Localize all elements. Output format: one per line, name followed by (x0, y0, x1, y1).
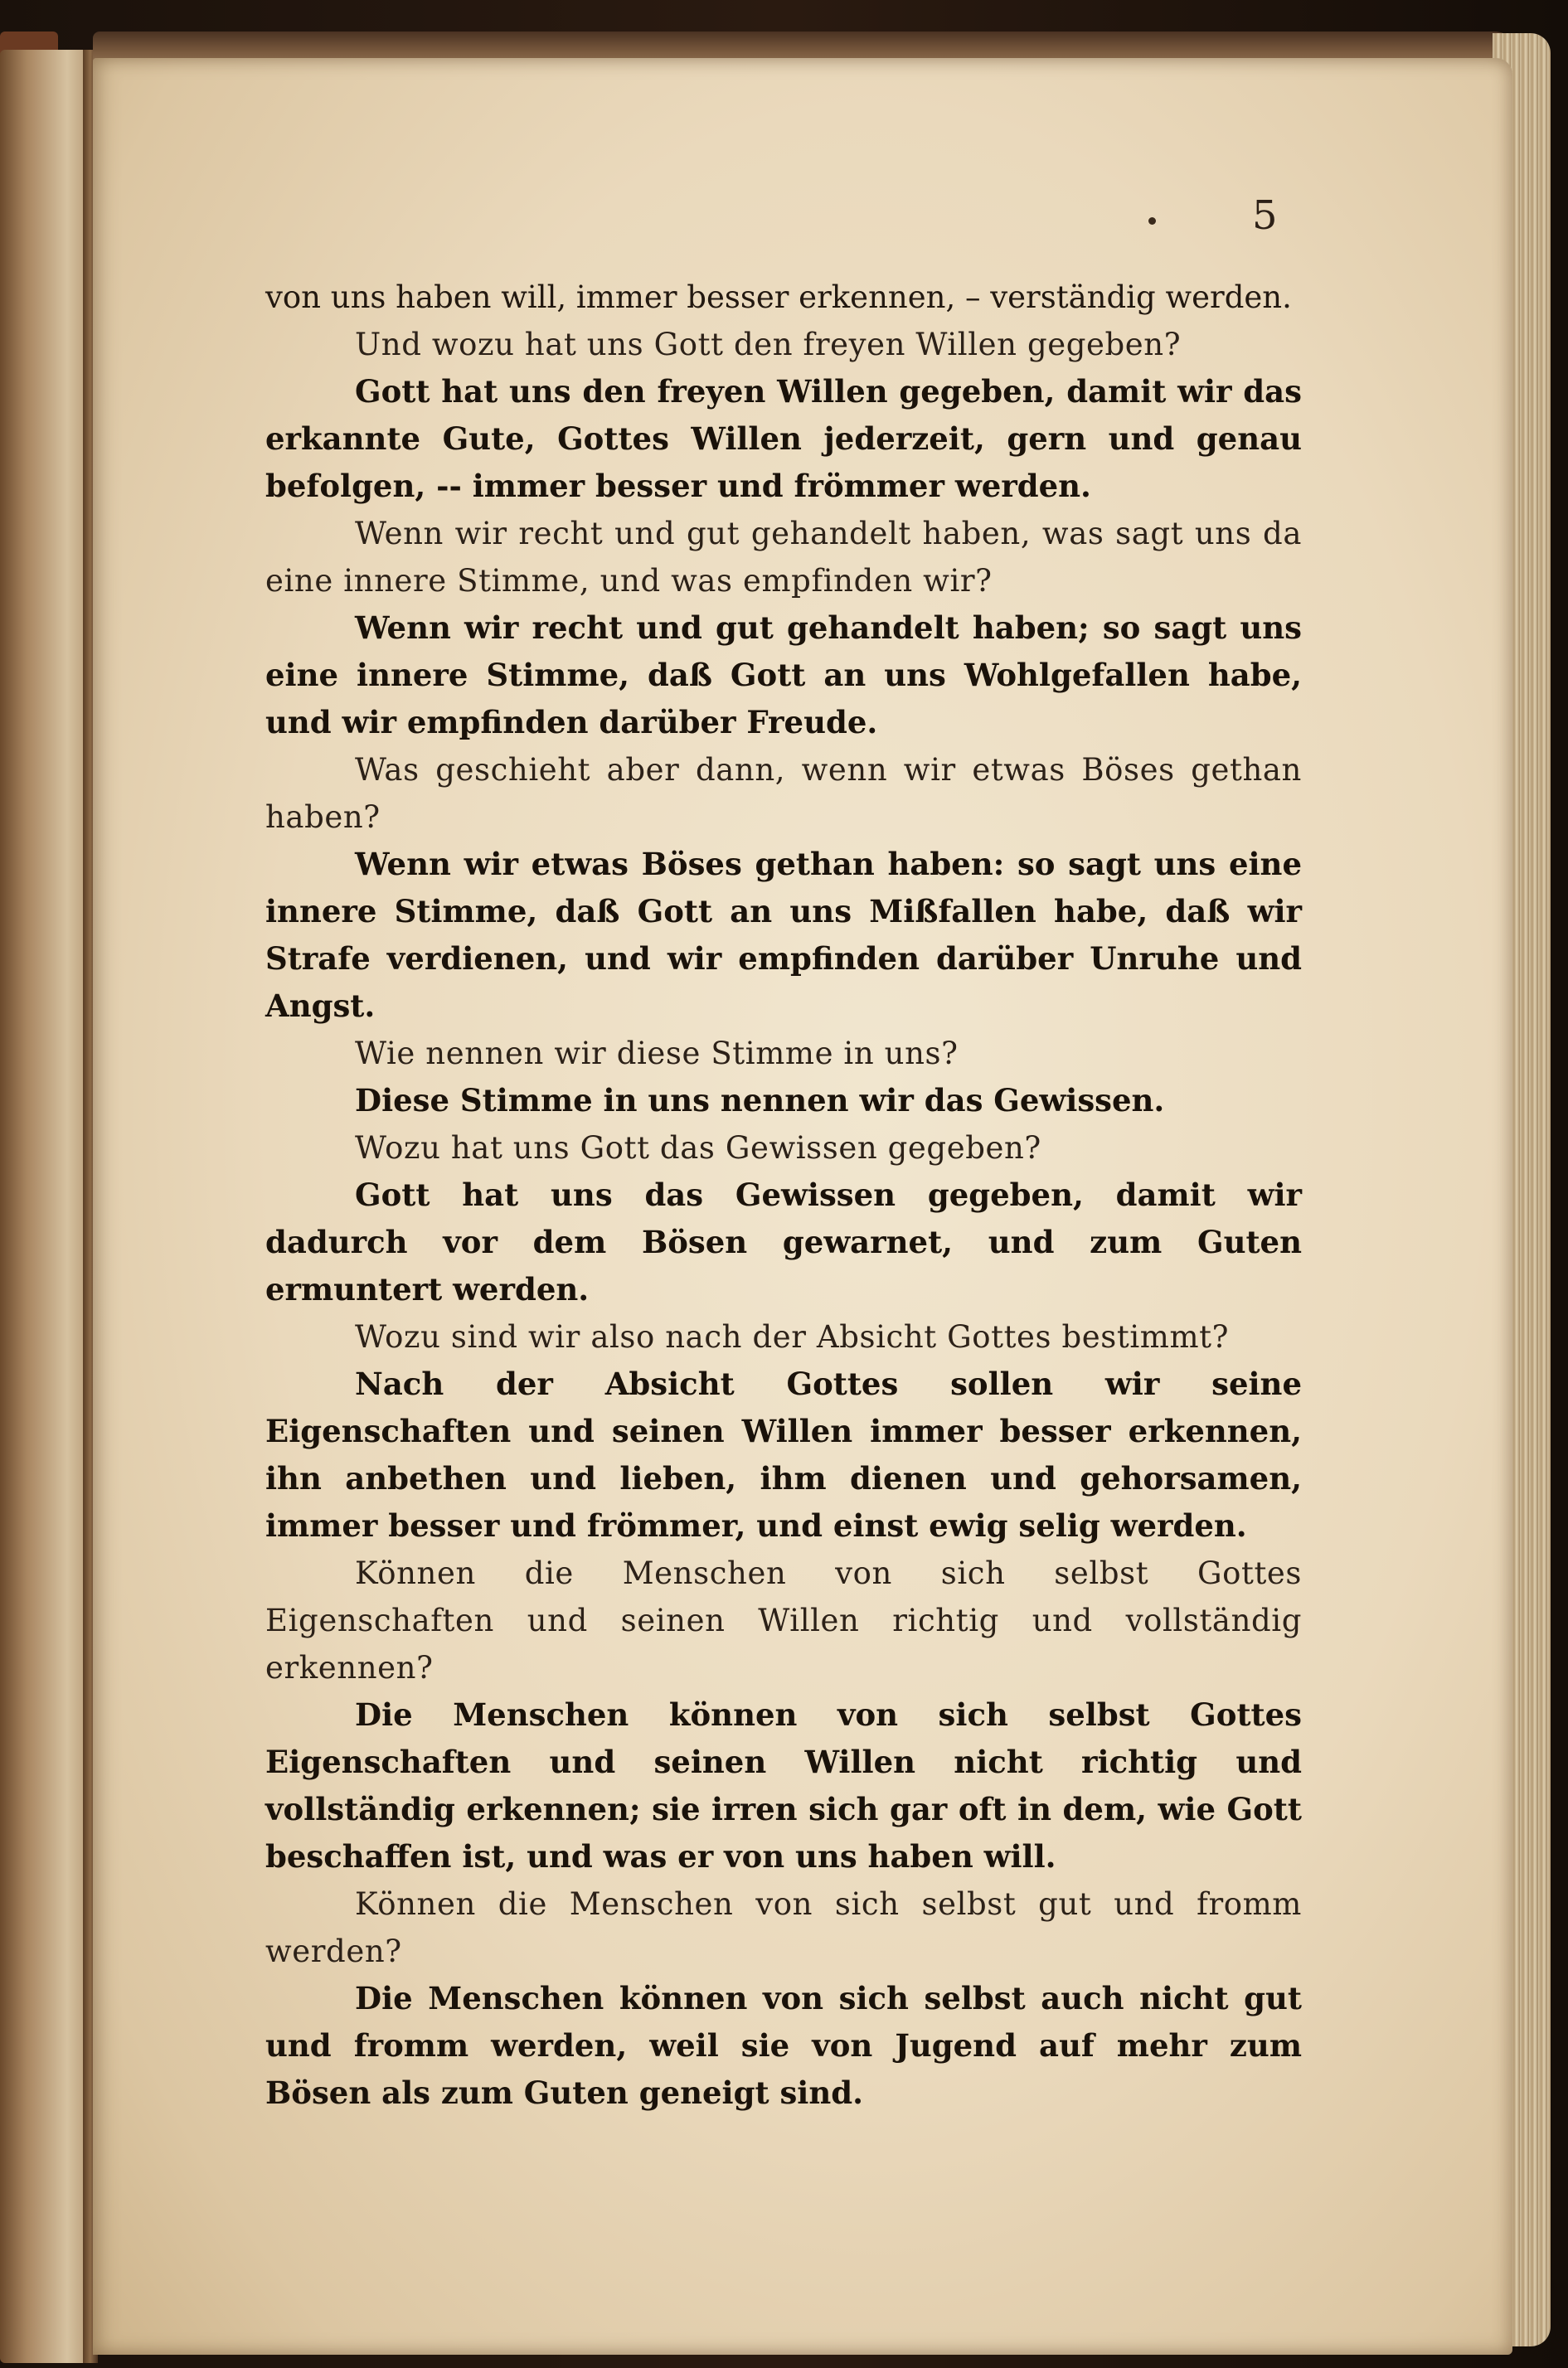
question: Wenn wir recht und gut gehandelt haben, was sagt uns da eine innere Stimme, und was empfinden wir? (265, 516, 1302, 599)
answer: Die Menschen können von sich selbst auch nicht gut und fromm werden, weil sie von Jugend auf mehr zum Bösen als zum Guten geneigt sind. (265, 1980, 1302, 2111)
answer: Wenn wir recht und gut gehandelt haben; so sagt uns eine innere Stimme, daß Gott an uns Wohlgefallen habe, und wir empfinden darüber Freude. (265, 609, 1302, 740)
answer: Gott hat uns das Gewissen gegeben, damit wir dadurch vor dem Bösen gewarnet, und zum Guten ermuntert werden. (265, 1177, 1302, 1308)
facing-page-edge (0, 50, 90, 2363)
catechism-text (265, 274, 1302, 2117)
ink-dot (1148, 217, 1156, 225)
question: Können die Menschen von sich selbst Gottes Eigenschaften und seinen Willen richtig und vollständig erkennen? (265, 1555, 1302, 1686)
answer: Diese Stimme in uns nennen wir das Gewissen. (355, 1082, 1165, 1118)
question: Wie nennen wir diese Stimme in uns? (355, 1036, 959, 1071)
question: Und wozu hat uns Gott den freyen Willen gegeben? (355, 327, 1182, 362)
paragraph-continuation: von uns haben will, immer besser erkennen, – verständig werden. (265, 279, 1292, 315)
answer: Die Menschen können von sich selbst Gottes Eigenschaften und seinen Willen nicht richtig und vollständig erkennen; sie irren sich gar oft in dem, wie Gott beschaffen ist, und was er von uns haben will. (265, 1696, 1302, 1875)
question: Wozu sind wir also nach der Absicht Gottes bestimmt? (355, 1319, 1230, 1355)
answer: Nach der Absicht Gottes sollen wir seine Eigenschaften und seinen Willen immer besser erkennen, ihn anbethen und lieben, ihm dienen und gehorsamen, immer besser und frömmer, und einst ewig selig werden. (265, 1366, 1302, 1544)
answer: Gott hat uns den freyen Willen gegeben, damit wir das erkannte Gute, Gottes Willen jederzeit, gern und genau befolgen, -- immer besser und frömmer werden. (265, 373, 1302, 504)
question: Können die Menschen von sich selbst gut und fromm werden? (265, 1886, 1302, 1969)
question: Wozu hat uns Gott das Gewissen gegeben? (355, 1130, 1041, 1166)
question: Was geschieht aber dann, wenn wir etwas Böses gethan haben? (265, 752, 1302, 835)
answer: Wenn wir etwas Böses gethan haben: so sagt uns eine innere Stimme, daß Gott an uns Mißfallen habe, daß wir Strafe verdienen, und wir empfinden darüber Unruhe und Angst. (265, 846, 1302, 1024)
page-number: 5 (1252, 192, 1278, 239)
